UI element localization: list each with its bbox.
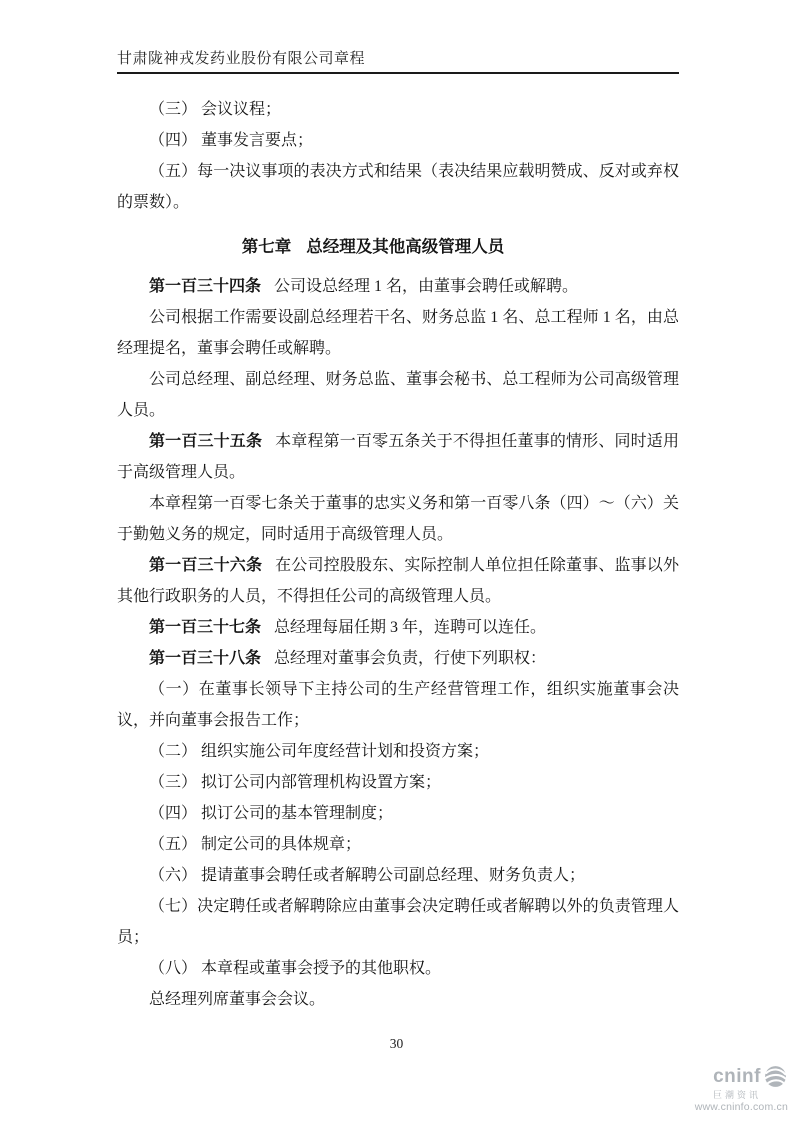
page-number: 30: [389, 1036, 404, 1051]
paragraph: [117, 736, 679, 767]
paragraph-text: 公司根据工作需要设副总经理若干名、财务总监 1 名、总工程师 1 名，由总经理提名，董事会聘任或解聘。: [117, 309, 679, 357]
swirl-icon: [763, 1064, 788, 1089]
paragraph-text: 总经理每届任期 3 年，连聘可以连任。: [274, 619, 547, 636]
paragraph: [117, 488, 679, 550]
paragraph-text: （二） 组织实施公司年度经营计划和投资方案；: [149, 743, 490, 760]
cninfo-url: www.cninfo.com.cn: [694, 1101, 788, 1114]
paragraph-text: 本章程第一百零五条关于不得担任董事的情形、同时适用于高级管理人员。: [117, 433, 679, 481]
article-number: 第一百三十八条: [149, 650, 262, 667]
paragraph: [117, 612, 679, 643]
cninfo-name: 巨潮资讯: [712, 1090, 761, 1100]
page-header: [117, 48, 679, 74]
article-number: 第一百三十四条: [149, 278, 262, 295]
paragraph-text: （四） 董事发言要点；: [149, 132, 314, 149]
header-title: 甘肃陇神戎发药业股份有限公司章程: [117, 48, 679, 74]
paragraph-text: 公司设总经理 1 名，由董事会聘任或解聘。: [274, 278, 579, 295]
paragraph: [117, 984, 679, 1015]
chapter-heading: [117, 231, 629, 262]
cninfo-logo: [695, 1064, 788, 1113]
article-number: 第一百三十六条: [149, 557, 263, 574]
article-number: 第一百三十七条: [149, 619, 262, 636]
paragraph: [117, 674, 679, 736]
paragraph-text: （六） 提请董事会聘任或者解聘公司副总经理、财务负责人；: [149, 867, 586, 884]
paragraph: [117, 156, 679, 218]
chapter-title: 总经理及其他高级管理人员: [306, 237, 505, 256]
paragraph: [117, 125, 679, 156]
cninfo-brand: cninf: [713, 1065, 761, 1087]
paragraph-text: （三） 拟订公司内部管理机构设置方案；: [149, 774, 442, 791]
paragraph: [117, 426, 679, 488]
article-number: 第一百三十五条: [149, 433, 263, 450]
paragraph-text: （一）在董事长领导下主持公司的生产经营管理工作，组织实施董事会决议，并向董事会报告工作；: [117, 681, 679, 729]
paragraph-text: （八） 本章程或董事会授予的其他职权。: [149, 960, 442, 977]
paragraph-text: （五） 制定公司的具体规章；: [149, 836, 362, 853]
paragraph: [117, 302, 679, 364]
paragraph: [117, 94, 679, 125]
paragraph: [117, 550, 679, 612]
paragraph: [117, 271, 679, 302]
paragraph: [117, 860, 679, 891]
paragraph-text: （四） 拟订公司的基本管理制度；: [149, 805, 394, 822]
document-body: [117, 94, 679, 1015]
paragraph: [117, 767, 679, 798]
paragraph: [117, 891, 679, 953]
paragraph-text: 总经理列席董事会会议。: [149, 991, 326, 1008]
paragraph-text: 公司总经理、副总经理、财务总监、董事会秘书、总工程师为公司高级管理人员。: [117, 371, 679, 419]
paragraph: [117, 953, 679, 984]
paragraph: [117, 798, 679, 829]
paragraph-text: 总经理对董事会负责，行使下列职权：: [274, 650, 547, 667]
chapter-number: 第七章: [241, 237, 292, 256]
paragraph: [117, 829, 679, 860]
paragraph-text: （五）每一决议事项的表决方式和结果（表决结果应载明赞成、反对或弃权的票数）。: [117, 163, 679, 211]
paragraph: [117, 643, 679, 674]
paragraph-text: （三） 会议议程；: [149, 101, 282, 118]
paragraph-text: 在公司控股股东、实际控制人单位担任除董事、监事以外其他行政职务的人员，不得担任公司的高级管理人员。: [117, 557, 679, 605]
paragraph-text: 本章程第一百零七条关于董事的忠实义务和第一百零八条（四）～（六）关于勤勉义务的规定，同时适用于高级管理人员。: [117, 495, 679, 543]
paragraph: [117, 364, 679, 426]
paragraph-text: （七）决定聘任或者解聘除应由董事会决定聘任或者解聘以外的负责管理人员；: [117, 898, 679, 946]
cninfo-logo-row: [695, 1064, 788, 1089]
